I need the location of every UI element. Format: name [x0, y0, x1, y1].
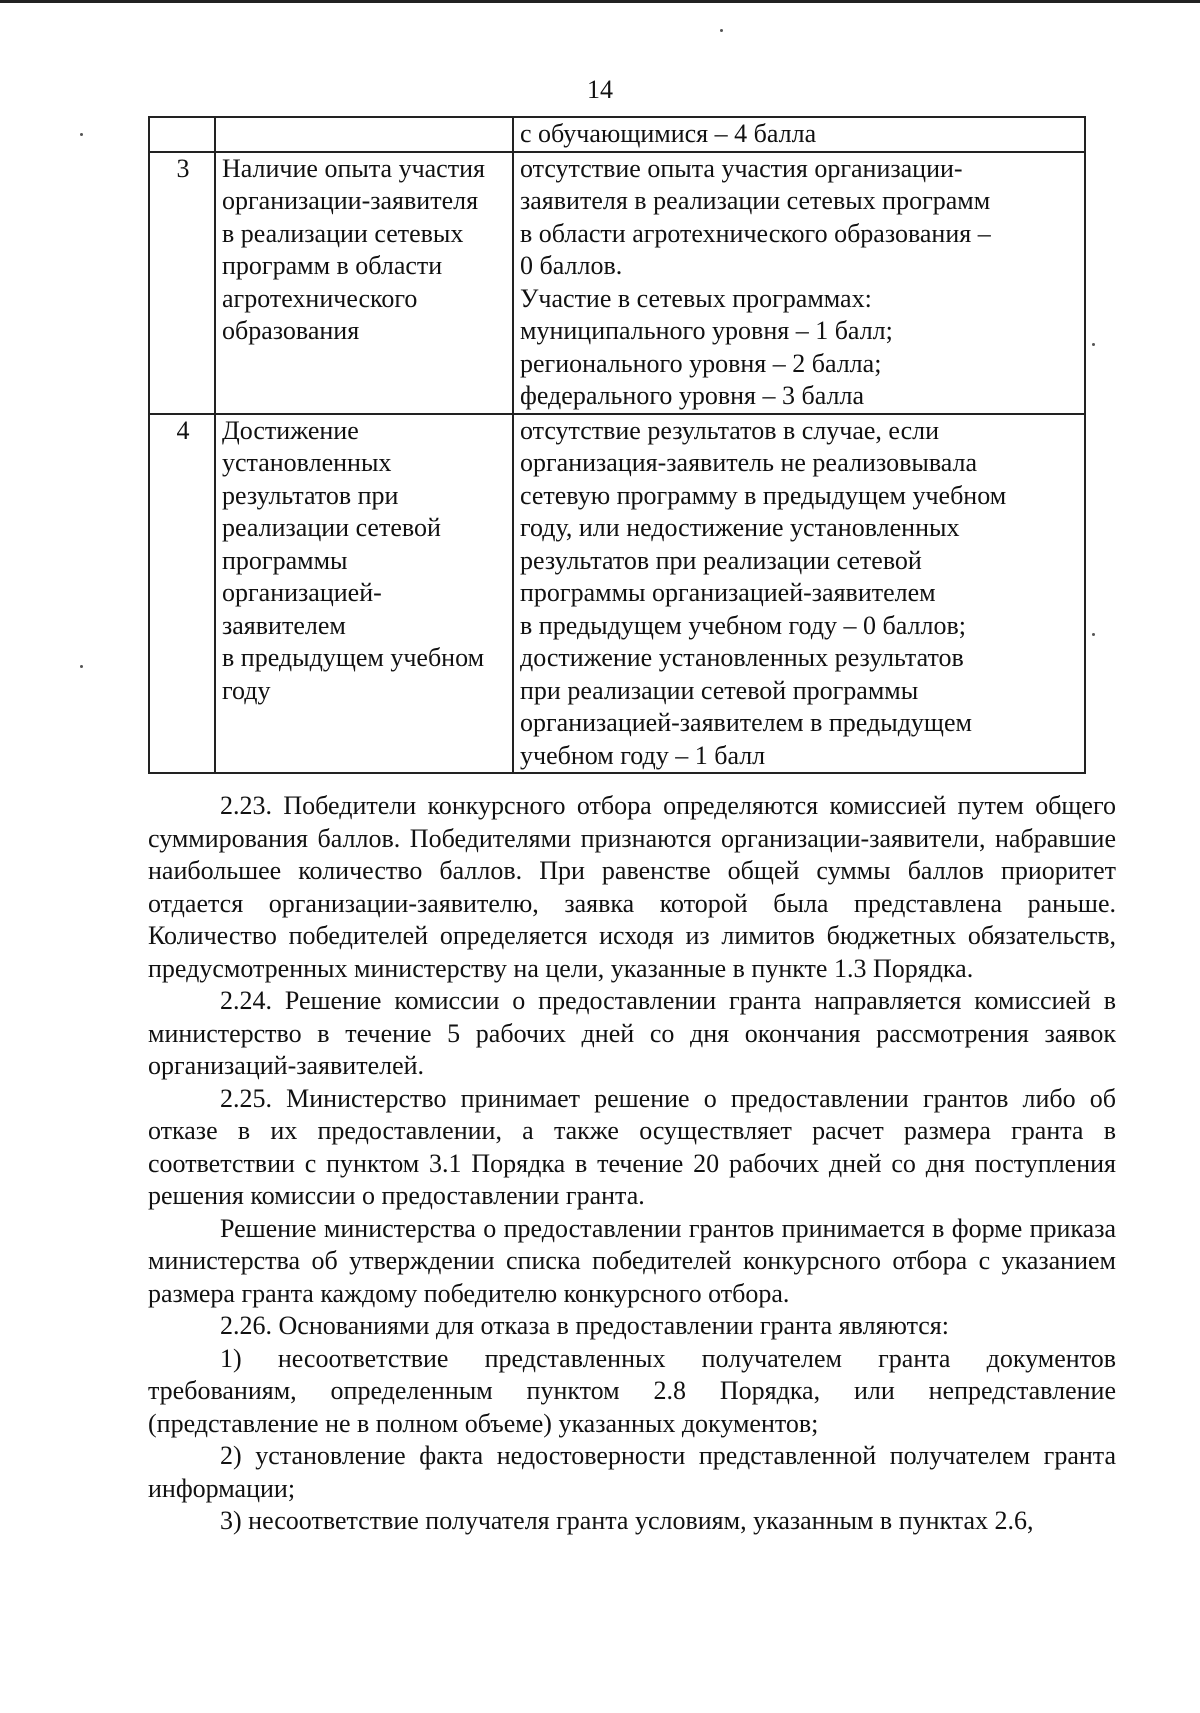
criterion-line: образования [222, 316, 360, 345]
criterion-line: результатов при [222, 480, 399, 510]
paragraph-ministry-decision: Решение министерства о предоставлении грантов принимается в форме приказа министерства об утверждении списка победителей конкурсного отбора с указанием размера гранта каждому победителю конкурсного отбора. [148, 1213, 1116, 1308]
scan-top-edge [0, 0, 1200, 3]
criterion-cell [215, 152, 513, 414]
list-item-1: 1) несоответствие представленных получателем гранта документов требованиям, определенным пунктом 2.8 Порядка, или непредставление (представление не в полном объеме) указанных документов; [148, 1343, 1116, 1438]
scoring-line: при реализации сетевой программы [520, 675, 919, 705]
criterion-line: реализации сетевой [222, 513, 441, 542]
criterion-line: заявителем [222, 610, 346, 640]
scoring-line: Участие в сетевых программах: [520, 283, 872, 313]
criterion-line: программ в области [222, 251, 443, 280]
list-item-2: 2) установление факта недостоверности представленной получателем гранта информации; [148, 1441, 1116, 1503]
criterion-line: организации-заявителя [222, 186, 479, 215]
criterion-line: в предыдущем учебном [222, 643, 485, 672]
scoring-line: федерального уровня – 3 балла [520, 381, 864, 410]
scoring-line: в предыдущем учебном году – 0 баллов; [520, 610, 966, 640]
criterion-line: установленных [222, 448, 392, 477]
scoring-line: результатов при реализации сетевой [520, 545, 922, 575]
criterion-line: Достижение [222, 415, 359, 445]
scoring-line: с обучающимися – 4 балла [520, 119, 817, 148]
row-number: 3 [149, 152, 215, 414]
body-text [148, 790, 1116, 1538]
paragraph-2-23: 2.23. Победители конкурсного отбора определяются комиссией путем общего суммирования баллов. Победителями признаются организации-заявители, набравшие наибольшее количество баллов. При равенстве общей суммы баллов приоритет отдается организации-заявителю, заявка которой была представлена раньше. Количество победителей определяется исходя из лимитов бюджетных обязательств, предусмотренных министерству на цели, указанные в пункте 1.3 Порядка. [148, 791, 1116, 983]
table-row [149, 117, 1085, 152]
page-number: 14 [587, 75, 613, 104]
scoring-line: сетевую программу в предыдущем учебном [520, 480, 1007, 510]
criterion-line: организацией- [222, 578, 382, 607]
list-item-3: 3) несоответствие получателя гранта условиям, указанным в пунктах 2.6, [220, 1506, 1034, 1535]
criterion-line: в реализации сетевых [222, 218, 464, 248]
criterion-line: Наличие опыта участия [222, 153, 485, 183]
criterion-cell [215, 117, 513, 152]
paragraph-2-24: 2.24. Решение комиссии о предоставлении гранта направляется комиссией в министерство в течение 5 рабочих дней со дня окончания рассмотрения заявок организаций-заявителей. [148, 986, 1116, 1080]
scan-speck [1092, 633, 1095, 636]
paragraph-2-26: 2.26. Основаниями для отказа в предоставлении гранта являются: [220, 1311, 949, 1340]
scoring-line: учебном году – 1 балл [520, 740, 766, 770]
scoring-line: достижение установленных результатов [520, 643, 964, 672]
scoring-line: отсутствие результатов в случае, если [520, 415, 940, 445]
scan-speck [720, 29, 723, 32]
scoring-line: 0 баллов. [520, 251, 623, 280]
scoring-line: заявителя в реализации сетевых программ [520, 186, 991, 215]
criterion-line: программы [222, 545, 348, 575]
scoring-line: в области агротехнического образования – [520, 218, 991, 248]
table-row [149, 414, 1085, 774]
scoring-line: организацией-заявителем в предыдущем [520, 708, 972, 737]
criterion-cell [215, 414, 513, 774]
scan-speck [1092, 343, 1095, 346]
scoring-line: организация-заявитель не реализовывала [520, 448, 978, 477]
scoring-line: году, или недостижение установленных [520, 513, 960, 542]
table-row [149, 152, 1085, 414]
scoring-line: муниципального уровня – 1 балл; [520, 316, 893, 345]
criterion-line: году [222, 675, 271, 705]
scoring-cell [513, 414, 1085, 774]
scoring-cell [513, 117, 1085, 152]
scan-speck [80, 133, 83, 136]
criterion-line: агротехнического [222, 283, 418, 313]
paragraph-2-25: 2.25. Министерство принимает решение о предоставлении грантов либо об отказе в их предоставлении, а также осуществляет расчет размера гранта в соответствии с пунктом 3.1 Порядка в течение 20 рабочих дней со дня поступления решения комиссии о предоставлении гранта. [148, 1083, 1116, 1210]
row-number: 4 [149, 414, 215, 774]
criteria-table [148, 116, 1086, 774]
scoring-cell [513, 152, 1085, 414]
row-number [149, 117, 215, 152]
scoring-line: программы организацией-заявителем [520, 578, 936, 607]
scan-speck [80, 665, 83, 668]
scoring-line: регионального уровня – 2 балла; [520, 348, 882, 378]
scoring-line: отсутствие опыта участия организации- [520, 153, 963, 183]
